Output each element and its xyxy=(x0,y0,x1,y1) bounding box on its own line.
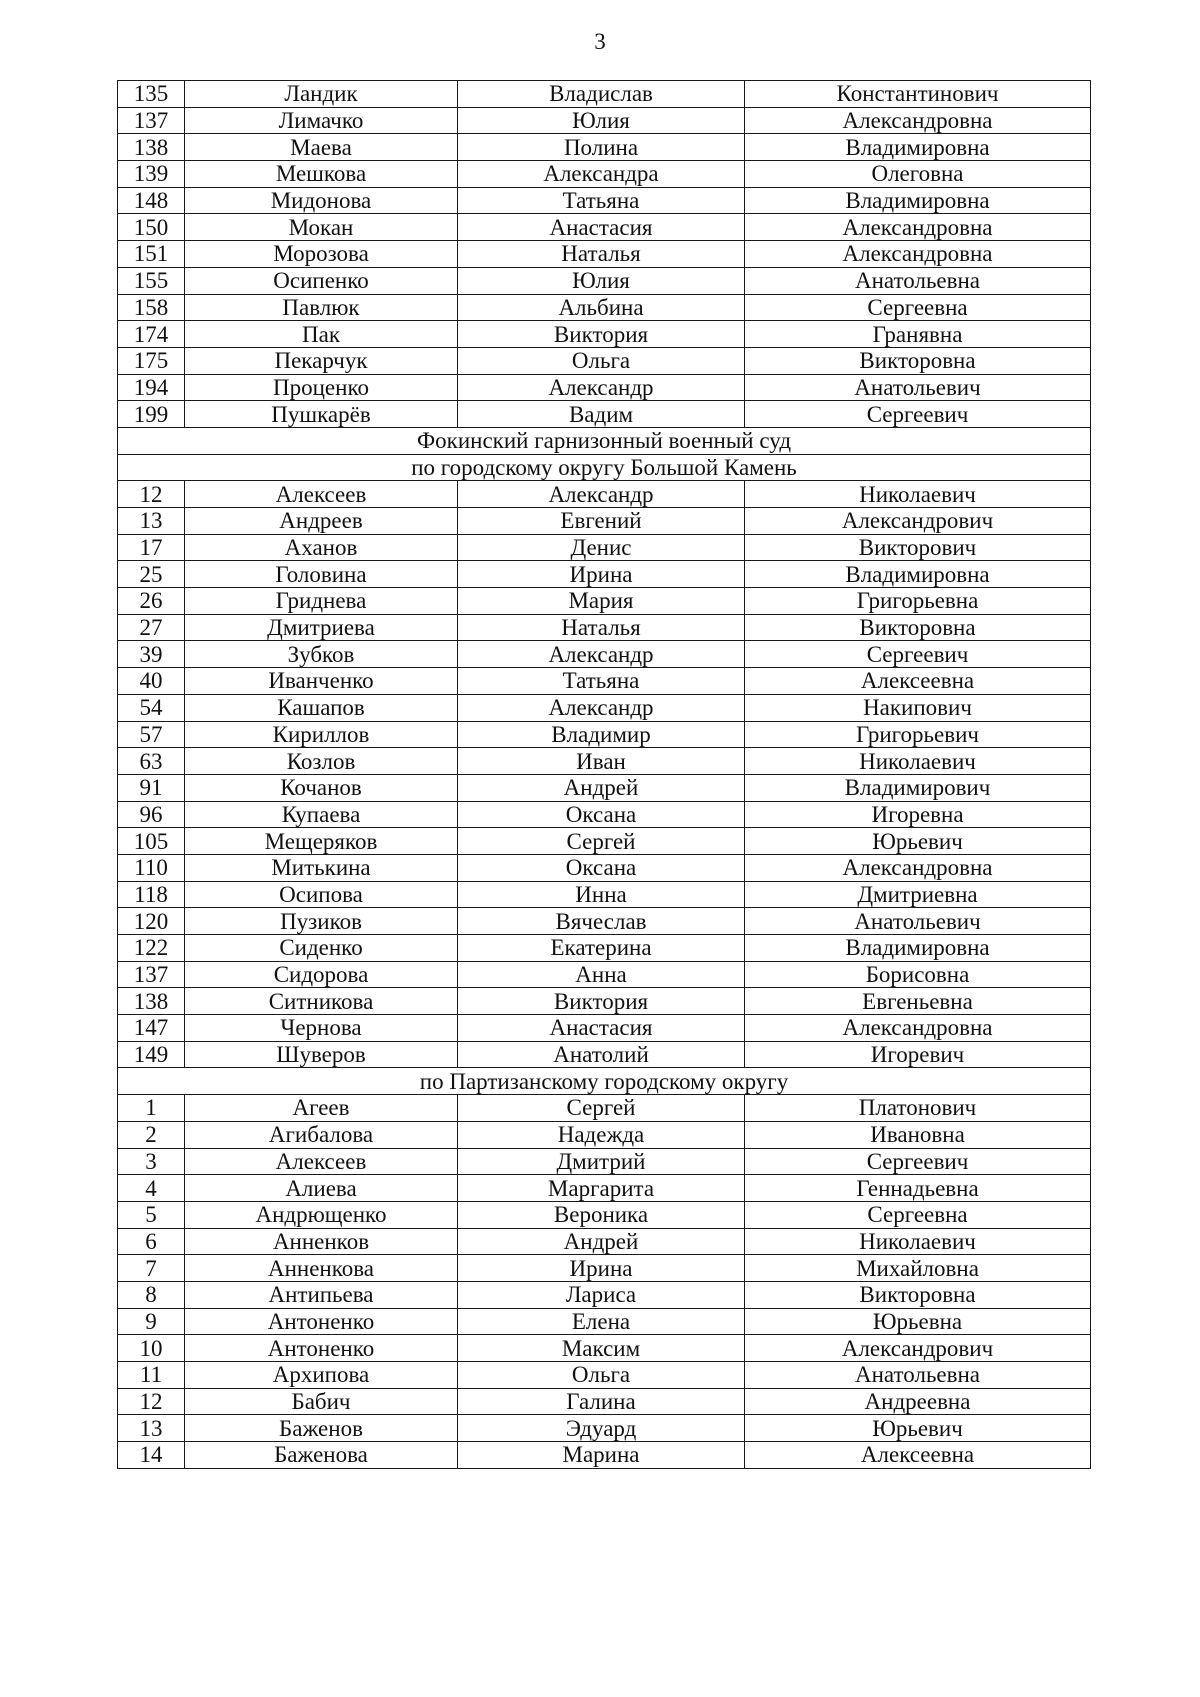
table-row xyxy=(118,1388,1091,1415)
last-name-cell: Бабич xyxy=(185,1388,458,1415)
row-number-cell: 194 xyxy=(118,374,185,401)
first-name-cell: Александр xyxy=(458,374,745,401)
table-row xyxy=(118,1308,1091,1335)
patronymic-cell: Ивановна xyxy=(745,1121,1091,1148)
last-name-cell: Маева xyxy=(185,134,458,161)
row-number-cell: 13 xyxy=(118,1415,185,1442)
row-number-cell: 151 xyxy=(118,241,185,268)
table-row xyxy=(118,988,1091,1015)
patronymic-cell: Сергеевна xyxy=(745,1201,1091,1228)
table-row xyxy=(118,748,1091,775)
table-row xyxy=(118,1362,1091,1389)
row-number-cell: 57 xyxy=(118,721,185,748)
patronymic-cell: Николаевич xyxy=(745,748,1091,775)
last-name-cell: Баженов xyxy=(185,1415,458,1442)
last-name-cell: Иванченко xyxy=(185,668,458,695)
section-heading: Фокинский гарнизонный военный суд xyxy=(118,427,1091,454)
first-name-cell: Александра xyxy=(458,161,745,188)
row-number-cell: 2 xyxy=(118,1121,185,1148)
first-name-cell: Мария xyxy=(458,588,745,615)
first-name-cell: Вячеслав xyxy=(458,908,745,935)
row-number-cell: 135 xyxy=(118,81,185,108)
row-number-cell: 1 xyxy=(118,1095,185,1122)
last-name-cell: Дмитриева xyxy=(185,614,458,641)
table-row xyxy=(118,935,1091,962)
last-name-cell: Кочанов xyxy=(185,774,458,801)
last-name-cell: Пак xyxy=(185,321,458,348)
first-name-cell: Анастасия xyxy=(458,214,745,241)
patronymic-cell: Владимировна xyxy=(745,935,1091,962)
row-number-cell: 17 xyxy=(118,534,185,561)
patronymic-cell: Анатольевна xyxy=(745,267,1091,294)
last-name-cell: Анненкова xyxy=(185,1255,458,1282)
row-number-cell: 110 xyxy=(118,854,185,881)
table-row xyxy=(118,588,1091,615)
last-name-cell: Пузиков xyxy=(185,908,458,935)
row-number-cell: 6 xyxy=(118,1228,185,1255)
row-number-cell: 26 xyxy=(118,588,185,615)
patronymic-cell: Сергеевич xyxy=(745,641,1091,668)
table-row xyxy=(118,374,1091,401)
table-row xyxy=(118,1015,1091,1042)
patronymic-cell: Анатольевич xyxy=(745,908,1091,935)
table-row xyxy=(118,134,1091,161)
first-name-cell: Сергей xyxy=(458,1095,745,1122)
first-name-cell: Евгений xyxy=(458,508,745,535)
patronymic-cell: Викторович xyxy=(745,534,1091,561)
patronymic-cell: Геннадьевна xyxy=(745,1175,1091,1202)
last-name-cell: Осипова xyxy=(185,881,458,908)
first-name-cell: Екатерина xyxy=(458,935,745,962)
row-number-cell: 120 xyxy=(118,908,185,935)
patronymic-cell: Анатольевич xyxy=(745,374,1091,401)
patronymic-cell: Владимировна xyxy=(745,187,1091,214)
first-name-cell: Альбина xyxy=(458,294,745,321)
first-name-cell: Анастасия xyxy=(458,1015,745,1042)
last-name-cell: Аханов xyxy=(185,534,458,561)
first-name-cell: Виктория xyxy=(458,988,745,1015)
row-number-cell: 137 xyxy=(118,107,185,134)
table-row xyxy=(118,508,1091,535)
table-row xyxy=(118,321,1091,348)
last-name-cell: Шуверов xyxy=(185,1041,458,1068)
last-name-cell: Митькина xyxy=(185,854,458,881)
first-name-cell: Владимир xyxy=(458,721,745,748)
row-number-cell: 3 xyxy=(118,1148,185,1175)
patronymic-cell: Юрьевич xyxy=(745,1415,1091,1442)
row-number-cell: 147 xyxy=(118,1015,185,1042)
row-number-cell: 91 xyxy=(118,774,185,801)
first-name-cell: Анна xyxy=(458,961,745,988)
first-name-cell: Александр xyxy=(458,481,745,508)
patronymic-cell: Игоревич xyxy=(745,1041,1091,1068)
table-row xyxy=(118,161,1091,188)
table-row xyxy=(118,481,1091,508)
patronymic-cell: Владимирович xyxy=(745,774,1091,801)
table-row xyxy=(118,267,1091,294)
first-name-cell: Полина xyxy=(458,134,745,161)
row-number-cell: 9 xyxy=(118,1308,185,1335)
table-row xyxy=(118,1415,1091,1442)
patronymic-cell: Александровна xyxy=(745,854,1091,881)
last-name-cell: Лимачко xyxy=(185,107,458,134)
last-name-cell: Сиденко xyxy=(185,935,458,962)
first-name-cell: Андрей xyxy=(458,1228,745,1255)
last-name-cell: Проценко xyxy=(185,374,458,401)
section-heading: по Партизанскому городскому округу xyxy=(118,1068,1091,1095)
last-name-cell: Анненков xyxy=(185,1228,458,1255)
row-number-cell: 54 xyxy=(118,694,185,721)
section-heading: по городскому округу Большой Камень xyxy=(118,454,1091,481)
row-number-cell: 7 xyxy=(118,1255,185,1282)
patronymic-cell: Александровна xyxy=(745,241,1091,268)
first-name-cell: Сергей xyxy=(458,828,745,855)
first-name-cell: Лариса xyxy=(458,1281,745,1308)
row-number-cell: 155 xyxy=(118,267,185,294)
patronymic-cell: Владимировна xyxy=(745,561,1091,588)
first-name-cell: Надежда xyxy=(458,1121,745,1148)
section-heading-row xyxy=(118,454,1091,481)
last-name-cell: Архипова xyxy=(185,1362,458,1389)
first-name-cell: Елена xyxy=(458,1308,745,1335)
row-number-cell: 14 xyxy=(118,1442,185,1469)
table-row xyxy=(118,1041,1091,1068)
first-name-cell: Вадим xyxy=(458,401,745,428)
row-number-cell: 39 xyxy=(118,641,185,668)
table-row xyxy=(118,908,1091,935)
patronymic-cell: Викторовна xyxy=(745,1281,1091,1308)
first-name-cell: Оксана xyxy=(458,801,745,828)
first-name-cell: Владислав xyxy=(458,81,745,108)
table-row xyxy=(118,401,1091,428)
table-row xyxy=(118,961,1091,988)
patronymic-cell: Игоревна xyxy=(745,801,1091,828)
row-number-cell: 27 xyxy=(118,614,185,641)
last-name-cell: Зубков xyxy=(185,641,458,668)
table-row xyxy=(118,81,1091,108)
last-name-cell: Андрющенко xyxy=(185,1201,458,1228)
row-number-cell: 12 xyxy=(118,481,185,508)
first-name-cell: Татьяна xyxy=(458,187,745,214)
table-row xyxy=(118,801,1091,828)
row-number-cell: 13 xyxy=(118,508,185,535)
row-number-cell: 138 xyxy=(118,988,185,1015)
first-name-cell: Оксана xyxy=(458,854,745,881)
first-name-cell: Ирина xyxy=(458,1255,745,1282)
row-number-cell: 137 xyxy=(118,961,185,988)
row-number-cell: 174 xyxy=(118,321,185,348)
table-row xyxy=(118,1281,1091,1308)
last-name-cell: Мещеряков xyxy=(185,828,458,855)
row-number-cell: 12 xyxy=(118,1388,185,1415)
last-name-cell: Купаева xyxy=(185,801,458,828)
first-name-cell: Юлия xyxy=(458,107,745,134)
last-name-cell: Пекарчук xyxy=(185,347,458,374)
row-number-cell: 148 xyxy=(118,187,185,214)
table-row xyxy=(118,694,1091,721)
last-name-cell: Андреев xyxy=(185,508,458,535)
patronymic-cell: Андреевна xyxy=(745,1388,1091,1415)
last-name-cell: Павлюк xyxy=(185,294,458,321)
table-row xyxy=(118,1201,1091,1228)
patronymic-cell: Константинович xyxy=(745,81,1091,108)
patronymic-cell: Накипович xyxy=(745,694,1091,721)
first-name-cell: Наталья xyxy=(458,241,745,268)
first-name-cell: Денис xyxy=(458,534,745,561)
patronymic-cell: Викторовна xyxy=(745,614,1091,641)
patronymic-cell: Алексеевна xyxy=(745,668,1091,695)
patronymic-cell: Григорьевна xyxy=(745,588,1091,615)
last-name-cell: Гриднева xyxy=(185,588,458,615)
patronymic-cell: Дмитриевна xyxy=(745,881,1091,908)
first-name-cell: Галина xyxy=(458,1388,745,1415)
roster-body xyxy=(118,81,1091,1469)
patronymic-cell: Юрьевич xyxy=(745,828,1091,855)
last-name-cell: Антоненко xyxy=(185,1308,458,1335)
first-name-cell: Дмитрий xyxy=(458,1148,745,1175)
patronymic-cell: Алексеевна xyxy=(745,1442,1091,1469)
patronymic-cell: Михайловна xyxy=(745,1255,1091,1282)
row-number-cell: 138 xyxy=(118,134,185,161)
first-name-cell: Андрей xyxy=(458,774,745,801)
first-name-cell: Инна xyxy=(458,881,745,908)
table-row xyxy=(118,187,1091,214)
table-row xyxy=(118,534,1091,561)
last-name-cell: Мокан xyxy=(185,214,458,241)
patronymic-cell: Николаевич xyxy=(745,1228,1091,1255)
patronymic-cell: Олеговна xyxy=(745,161,1091,188)
patronymic-cell: Николаевич xyxy=(745,481,1091,508)
table-row xyxy=(118,614,1091,641)
last-name-cell: Мешкова xyxy=(185,161,458,188)
section-heading-row xyxy=(118,1068,1091,1095)
first-name-cell: Виктория xyxy=(458,321,745,348)
last-name-cell: Мидонова xyxy=(185,187,458,214)
first-name-cell: Максим xyxy=(458,1335,745,1362)
patronymic-cell: Александровна xyxy=(745,107,1091,134)
first-name-cell: Ольга xyxy=(458,1362,745,1389)
page-number: 3 xyxy=(594,29,606,54)
table-row xyxy=(118,828,1091,855)
table-row xyxy=(118,241,1091,268)
table-row xyxy=(118,561,1091,588)
patronymic-cell: Александрович xyxy=(745,508,1091,535)
table-row xyxy=(118,214,1091,241)
last-name-cell: Головина xyxy=(185,561,458,588)
last-name-cell: Морозова xyxy=(185,241,458,268)
first-name-cell: Юлия xyxy=(458,267,745,294)
patronymic-cell: Евгеньевна xyxy=(745,988,1091,1015)
table-row xyxy=(118,1442,1091,1469)
patronymic-cell: Александровна xyxy=(745,1015,1091,1042)
last-name-cell: Алиева xyxy=(185,1175,458,1202)
table-row xyxy=(118,107,1091,134)
table-row xyxy=(118,1148,1091,1175)
section-heading-row xyxy=(118,427,1091,454)
first-name-cell: Иван xyxy=(458,748,745,775)
table-row xyxy=(118,641,1091,668)
row-number-cell: 63 xyxy=(118,748,185,775)
row-number-cell: 122 xyxy=(118,935,185,962)
patronymic-cell: Юрьевна xyxy=(745,1308,1091,1335)
table-row xyxy=(118,854,1091,881)
first-name-cell: Александр xyxy=(458,641,745,668)
row-number-cell: 11 xyxy=(118,1362,185,1389)
patronymic-cell: Гранявна xyxy=(745,321,1091,348)
patronymic-cell: Владимировна xyxy=(745,134,1091,161)
first-name-cell: Ирина xyxy=(458,561,745,588)
first-name-cell: Наталья xyxy=(458,614,745,641)
last-name-cell: Ситникова xyxy=(185,988,458,1015)
last-name-cell: Осипенко xyxy=(185,267,458,294)
row-number-cell: 10 xyxy=(118,1335,185,1362)
last-name-cell: Баженова xyxy=(185,1442,458,1469)
row-number-cell: 105 xyxy=(118,828,185,855)
table-row xyxy=(118,881,1091,908)
row-number-cell: 139 xyxy=(118,161,185,188)
last-name-cell: Козлов xyxy=(185,748,458,775)
row-number-cell: 199 xyxy=(118,401,185,428)
patronymic-cell: Викторовна xyxy=(745,347,1091,374)
first-name-cell: Александр xyxy=(458,694,745,721)
last-name-cell: Кириллов xyxy=(185,721,458,748)
table-row xyxy=(118,1175,1091,1202)
last-name-cell: Чернова xyxy=(185,1015,458,1042)
table-row xyxy=(118,294,1091,321)
roster-table xyxy=(117,80,1091,1469)
last-name-cell: Антоненко xyxy=(185,1335,458,1362)
table-row xyxy=(118,1121,1091,1148)
table-row xyxy=(118,668,1091,695)
last-name-cell: Алексеев xyxy=(185,1148,458,1175)
last-name-cell: Пушкарёв xyxy=(185,401,458,428)
table-row xyxy=(118,1255,1091,1282)
first-name-cell: Маргарита xyxy=(458,1175,745,1202)
row-number-cell: 25 xyxy=(118,561,185,588)
first-name-cell: Марина xyxy=(458,1442,745,1469)
row-number-cell: 40 xyxy=(118,668,185,695)
table-row xyxy=(118,1228,1091,1255)
first-name-cell: Татьяна xyxy=(458,668,745,695)
first-name-cell: Вероника xyxy=(458,1201,745,1228)
row-number-cell: 8 xyxy=(118,1281,185,1308)
patronymic-cell: Сергеевич xyxy=(745,1148,1091,1175)
last-name-cell: Алексеев xyxy=(185,481,458,508)
last-name-cell: Агеев xyxy=(185,1095,458,1122)
last-name-cell: Антипьева xyxy=(185,1281,458,1308)
table-row xyxy=(118,1095,1091,1122)
last-name-cell: Кашапов xyxy=(185,694,458,721)
patronymic-cell: Сергеевич xyxy=(745,401,1091,428)
first-name-cell: Анатолий xyxy=(458,1041,745,1068)
row-number-cell: 150 xyxy=(118,214,185,241)
patronymic-cell: Сергеевна xyxy=(745,294,1091,321)
first-name-cell: Эдуард xyxy=(458,1415,745,1442)
row-number-cell: 118 xyxy=(118,881,185,908)
row-number-cell: 4 xyxy=(118,1175,185,1202)
row-number-cell: 96 xyxy=(118,801,185,828)
row-number-cell: 149 xyxy=(118,1041,185,1068)
patronymic-cell: Анатольевна xyxy=(745,1362,1091,1389)
table-row xyxy=(118,347,1091,374)
patronymic-cell: Борисовна xyxy=(745,961,1091,988)
row-number-cell: 175 xyxy=(118,347,185,374)
row-number-cell: 158 xyxy=(118,294,185,321)
first-name-cell: Ольга xyxy=(458,347,745,374)
patronymic-cell: Александрович xyxy=(745,1335,1091,1362)
table-row xyxy=(118,1335,1091,1362)
last-name-cell: Агибалова xyxy=(185,1121,458,1148)
last-name-cell: Сидорова xyxy=(185,961,458,988)
table-row xyxy=(118,721,1091,748)
table-row xyxy=(118,774,1091,801)
row-number-cell: 5 xyxy=(118,1201,185,1228)
patronymic-cell: Григорьевич xyxy=(745,721,1091,748)
patronymic-cell: Платонович xyxy=(745,1095,1091,1122)
last-name-cell: Ландик xyxy=(185,81,458,108)
patronymic-cell: Александровна xyxy=(745,214,1091,241)
